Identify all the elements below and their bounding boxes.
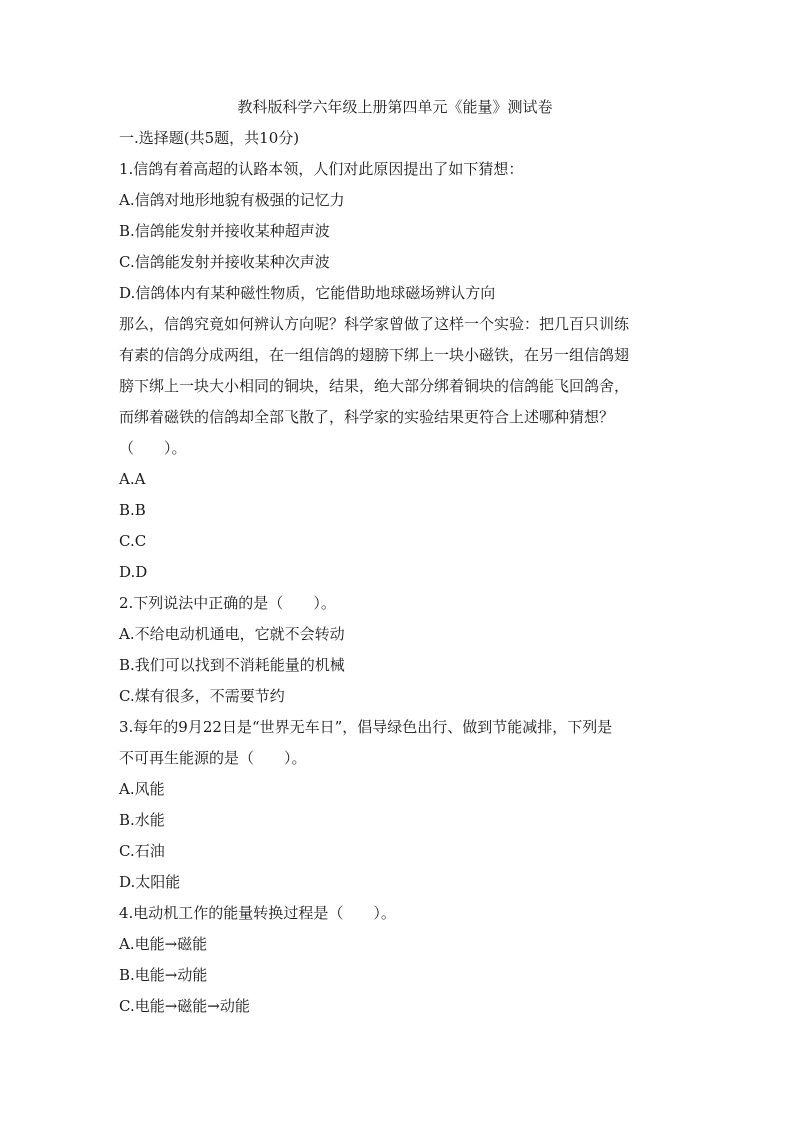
question-1-hypothesis-a: A.信鸽对地形地貌有极强的记忆力: [119, 191, 345, 209]
question-1-passage-line-4: 而绑着磁铁的信鸽却全部飞散了，科学家的实验结果更符合上述哪种猜想？: [119, 408, 615, 426]
document-page: [119, 92, 679, 1022]
question-2-stem: 2.下列说法中正确的是（ ）。: [119, 594, 336, 612]
question-3-option-c: C.石油: [119, 842, 165, 860]
question-1-passage-line-2: 有素的信鸽分成两组，在一组信鸽的翅膀下绑上一块小磁铁，在另一组信鸽翅: [119, 346, 630, 364]
question-1-option-d: D.D: [119, 563, 148, 581]
question-4-option-b: B.电能→动能: [119, 966, 208, 984]
question-2-option-b: B.我们可以找到不消耗能量的机械: [119, 656, 345, 674]
question-3-option-b: B.水能: [119, 811, 165, 829]
question-1-passage-line-3: 膀下绑上一块大小相同的铜块，结果，绝大部分绑着铜块的信鸽能飞回鸽舍，: [119, 377, 630, 395]
question-4-stem: 4.电动机工作的能量转换过程是（ ）。: [119, 904, 396, 922]
question-1-answer-blank: （ ）。: [119, 439, 187, 457]
question-2-option-c: C.煤有很多，不需要节约: [119, 687, 285, 705]
question-2-option-a: A.不给电动机通电，它就不会转动: [119, 625, 345, 643]
document-title: 教科版科学六年级上册第四单元《能量》测试卷: [237, 98, 553, 116]
question-1-option-b: B.B: [119, 501, 146, 519]
question-4-option-a: A.电能→磁能: [119, 935, 208, 953]
question-3-option-a: A.风能: [119, 780, 165, 798]
question-1-option-a: A.A: [119, 470, 146, 488]
question-4-option-c: C.电能→磁能→动能: [119, 997, 250, 1015]
question-3-option-d: D.太阳能: [119, 873, 181, 891]
section-heading: 一.选择题(共5题，共10分): [119, 129, 300, 147]
question-1-stem: 1.信鸽有着高超的认路本领，人们对此原因提出了如下猜想：: [119, 160, 524, 178]
question-3-stem-line-1: 3.每年的9月22日是“世界无车日”，倡导绿色出行、做到节能减排，下列是: [119, 718, 613, 736]
question-3-stem-line-2: 不可再生能源的是（ ）。: [119, 749, 307, 767]
question-1-hypothesis-c: C.信鸽能发射并接收某种次声波: [119, 253, 330, 271]
question-1-hypothesis-b: B.信鸽能发射并接收某种超声波: [119, 222, 330, 240]
question-1-passage-line-1: 那么，信鸽究竟如何辨认方向呢？科学家曾做了这样一个实验：把几百只训练: [119, 315, 630, 333]
question-1-option-c: C.C: [119, 532, 147, 550]
question-1-hypothesis-d: D.信鸽体内有某种磁性物质，它能借助地球磁场辨认方向: [119, 284, 496, 302]
